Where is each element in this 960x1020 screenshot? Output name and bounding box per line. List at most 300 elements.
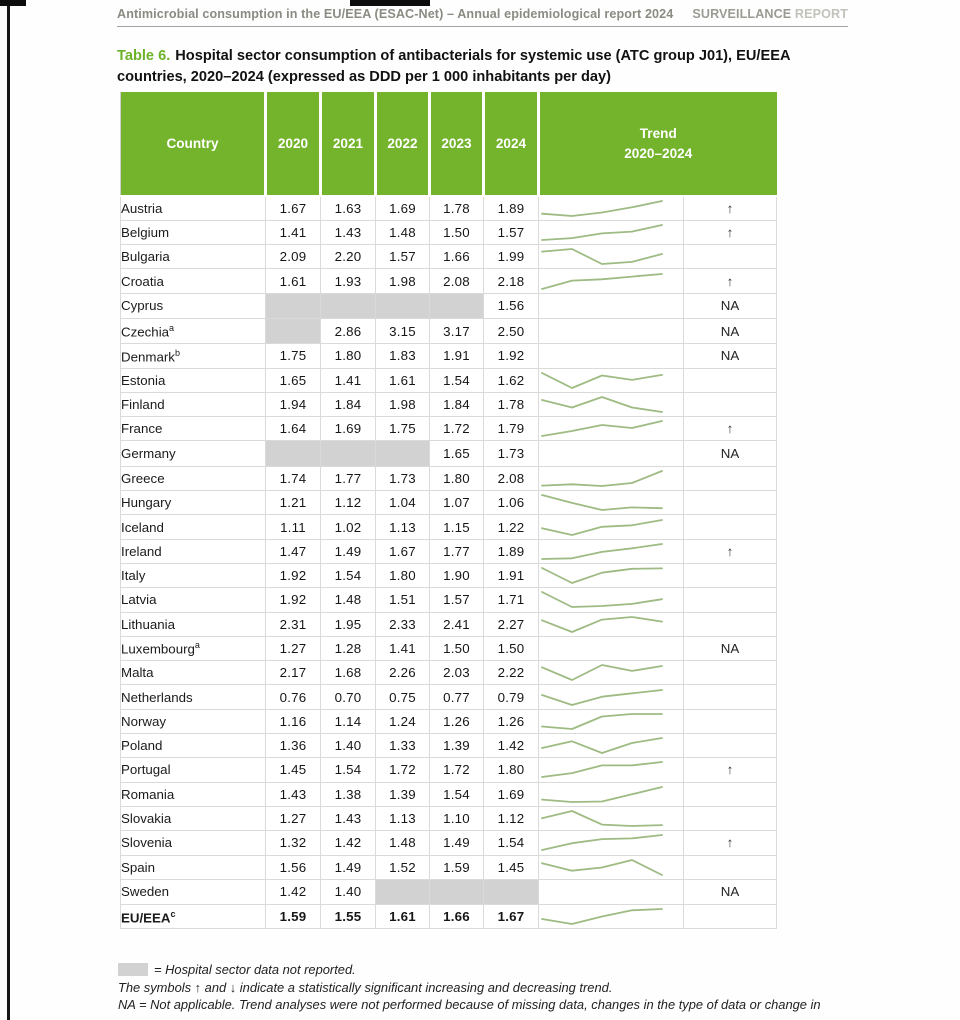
- value-cell: 2.17: [266, 661, 321, 685]
- value-cell: 2.50: [484, 318, 539, 343]
- value-cell: 1.80: [430, 466, 484, 490]
- trend-sparkline: [539, 832, 665, 853]
- sparkline-cell: [539, 782, 684, 806]
- table-row: [121, 220, 777, 244]
- table-row: [121, 392, 777, 416]
- value-cell: 1.73: [376, 466, 430, 490]
- country-cell: Belgium: [121, 220, 266, 244]
- col-header-year: 2021: [321, 92, 376, 196]
- not-reported-cell: [484, 880, 538, 904]
- value-cell: 1.98: [376, 392, 430, 416]
- table-row: [121, 879, 777, 904]
- value-cell: 1.40: [321, 879, 376, 904]
- sparkline-cell: [539, 539, 684, 563]
- sparkline-cell: [539, 588, 684, 612]
- value-cell: 1.43: [266, 782, 321, 806]
- value-cell: 1.42: [266, 879, 321, 904]
- trend-sparkline: [539, 662, 665, 683]
- value-cell: 1.49: [430, 831, 484, 855]
- table-row: [121, 417, 777, 441]
- value-cell: 1.15: [430, 515, 484, 539]
- table-header: [121, 92, 777, 196]
- value-cell: 1.68: [321, 661, 376, 685]
- country-cell: Greece: [121, 466, 266, 490]
- sparkline-cell: [539, 220, 684, 244]
- footnotes: [118, 961, 928, 1014]
- value-cell: 1.12: [484, 806, 539, 830]
- value-cell: 1.49: [321, 855, 376, 879]
- value-cell: 2.86: [321, 318, 376, 343]
- table-row: [121, 245, 777, 269]
- value-cell: 2.18: [484, 269, 539, 293]
- table-number-label: Table 6.: [117, 48, 171, 64]
- value-cell: 1.91: [430, 344, 484, 368]
- trend-cell: [684, 806, 777, 830]
- value-cell: 1.90: [430, 563, 484, 587]
- value-cell: 1.83: [376, 344, 430, 368]
- value-cell: 1.06: [484, 491, 539, 515]
- table-row: [121, 515, 777, 539]
- value-cell: 1.48: [376, 220, 430, 244]
- sparkline-cell: [539, 905, 684, 929]
- value-cell: 2.09: [266, 245, 321, 269]
- trend-cell: NA: [684, 879, 777, 904]
- trend-cell: NA: [684, 636, 777, 660]
- value-cell: 1.64: [266, 417, 321, 441]
- table-row: [121, 855, 777, 879]
- sparkline-cell: [539, 879, 684, 904]
- country-cell: Austria: [121, 196, 266, 220]
- not-reported-cell: [430, 294, 483, 318]
- table-row: [121, 612, 777, 636]
- not-reported-cell: [266, 294, 320, 318]
- trend-cell: ↑: [684, 831, 777, 855]
- page-edge-line: [7, 4, 10, 1020]
- country-cell: Portugal: [121, 758, 266, 782]
- value-cell: 3.17: [430, 318, 484, 343]
- sparkline-cell: [539, 636, 684, 660]
- consumption-table: [120, 92, 777, 929]
- value-cell: 1.40: [321, 734, 376, 758]
- value-cell: 1.56: [266, 855, 321, 879]
- value-cell: 2.26: [376, 661, 430, 685]
- value-cell: 1.55: [321, 905, 376, 929]
- table-row: [121, 563, 777, 587]
- value-cell: 1.41: [321, 368, 376, 392]
- value-cell: 1.92: [266, 588, 321, 612]
- trend-cell: [684, 855, 777, 879]
- value-cell: 1.42: [321, 831, 376, 855]
- country-cell: Romania: [121, 782, 266, 806]
- footnote-na: NA = Not applicable. Trend analyses were not performed because of missing data, changes in the type of data or change in: [118, 997, 821, 1013]
- trend-cell: [684, 588, 777, 612]
- value-cell: 1.10: [430, 806, 484, 830]
- footnote-not-reported: = Hospital sector data not reported.: [118, 961, 928, 979]
- value-cell: 1.67: [376, 539, 430, 563]
- value-cell: [376, 879, 430, 904]
- country-cell: Netherlands: [121, 685, 266, 709]
- country-cell: EU/EEA$^c$: [121, 905, 266, 929]
- value-cell: 1.71: [484, 588, 539, 612]
- trend-cell: [684, 709, 777, 733]
- footnote-marker: b: [174, 347, 180, 358]
- value-cell: 1.54: [321, 758, 376, 782]
- value-cell: 1.61: [376, 368, 430, 392]
- trend-sparkline: [539, 541, 665, 562]
- country-cell: Bulgaria: [121, 245, 266, 269]
- trend-cell: ↑: [684, 758, 777, 782]
- trend-sparkline: [539, 394, 665, 415]
- sparkline-cell: [539, 515, 684, 539]
- country-cell: Spain: [121, 855, 266, 879]
- table-row: [121, 344, 777, 368]
- value-cell: 1.11: [266, 515, 321, 539]
- trend-cell: [684, 905, 777, 929]
- value-cell: 1.59: [266, 905, 321, 929]
- sparkline-cell: [539, 344, 684, 368]
- trend-sparkline: [539, 711, 665, 732]
- value-cell: [321, 441, 376, 466]
- value-cell: 2.20: [321, 245, 376, 269]
- country-cell: Latvia: [121, 588, 266, 612]
- country-cell: Luxembourg$^a$: [121, 636, 266, 660]
- trend-sparkline: [539, 246, 665, 267]
- value-cell: 1.80: [484, 758, 539, 782]
- country-cell: Lithuania: [121, 612, 266, 636]
- value-cell: 2.41: [430, 612, 484, 636]
- value-cell: 1.73: [484, 441, 539, 466]
- country-cell: Iceland: [121, 515, 266, 539]
- not-reported-cell: [376, 294, 429, 318]
- table-title: [117, 46, 822, 88]
- trend-cell: NA: [684, 344, 777, 368]
- gray-swatch-icon: [118, 963, 148, 976]
- value-cell: 1.54: [484, 831, 539, 855]
- value-cell: [484, 879, 539, 904]
- value-cell: 0.76: [266, 685, 321, 709]
- col-header-year: 2023: [430, 92, 484, 196]
- sparkline-cell: [539, 491, 684, 515]
- value-cell: 1.77: [321, 466, 376, 490]
- trend-sparkline: [539, 198, 665, 219]
- not-reported-cell: [266, 441, 320, 465]
- value-cell: [266, 441, 321, 466]
- table-row: [121, 758, 777, 782]
- sparkline-cell: [539, 831, 684, 855]
- value-cell: 1.72: [376, 758, 430, 782]
- value-cell: 1.14: [321, 709, 376, 733]
- not-reported-cell: [266, 319, 320, 343]
- value-cell: 1.77: [430, 539, 484, 563]
- value-cell: 1.36: [266, 734, 321, 758]
- value-cell: 1.74: [266, 466, 321, 490]
- trend-cell: [684, 368, 777, 392]
- value-cell: 1.13: [376, 515, 430, 539]
- sparkline-cell: [539, 293, 684, 318]
- sparkline-cell: [539, 466, 684, 490]
- country-cell: Estonia: [121, 368, 266, 392]
- value-cell: 1.54: [430, 782, 484, 806]
- table-row: [121, 269, 777, 293]
- value-cell: 1.78: [430, 196, 484, 220]
- country-cell: Cyprus: [121, 293, 266, 318]
- value-cell: 1.65: [430, 441, 484, 466]
- value-cell: [266, 293, 321, 318]
- not-reported-cell: [376, 441, 429, 465]
- sparkline-cell: [539, 734, 684, 758]
- sparkline-cell: [539, 709, 684, 733]
- value-cell: 0.79: [484, 685, 539, 709]
- value-cell: 1.52: [376, 855, 430, 879]
- total-row: [121, 905, 777, 929]
- table-row: [121, 661, 777, 685]
- trend-cell: [684, 515, 777, 539]
- value-cell: 1.27: [266, 806, 321, 830]
- sparkline-cell: [539, 612, 684, 636]
- footnote-symbols: The symbols ↑ and ↓ indicate a statistically significant increasing and decreasing trend.: [118, 979, 613, 995]
- col-header-year: 2024: [484, 92, 539, 196]
- trend-sparkline: [539, 370, 665, 391]
- country-cell: Poland: [121, 734, 266, 758]
- footnote-marker: a: [194, 640, 200, 651]
- value-cell: 1.42: [484, 734, 539, 758]
- value-cell: 1.92: [484, 344, 539, 368]
- value-cell: 1.75: [266, 344, 321, 368]
- col-header-trend: [539, 92, 777, 196]
- value-cell: 1.66: [430, 905, 484, 929]
- value-cell: 1.91: [484, 563, 539, 587]
- table-row: [121, 636, 777, 660]
- country-cell: Italy: [121, 563, 266, 587]
- trend-cell: [684, 392, 777, 416]
- value-cell: 1.43: [321, 806, 376, 830]
- table-row: [121, 539, 777, 563]
- trend-sparkline: [539, 468, 665, 489]
- value-cell: 1.84: [321, 392, 376, 416]
- trend-sparkline: [539, 418, 665, 439]
- value-cell: 1.57: [484, 220, 539, 244]
- value-cell: 1.21: [266, 491, 321, 515]
- table-row: [121, 782, 777, 806]
- country-cell: Finland: [121, 392, 266, 416]
- trend-cell: [684, 782, 777, 806]
- value-cell: 1.67: [484, 905, 539, 929]
- trend-cell: [684, 734, 777, 758]
- country-cell: Slovenia: [121, 831, 266, 855]
- value-cell: 2.08: [430, 269, 484, 293]
- trend-cell: ↑: [684, 196, 777, 220]
- value-cell: 1.99: [484, 245, 539, 269]
- table-row: [121, 441, 777, 466]
- value-cell: 1.45: [484, 855, 539, 879]
- not-reported-cell: [321, 441, 375, 465]
- value-cell: 1.75: [376, 417, 430, 441]
- country-cell: Sweden: [121, 879, 266, 904]
- value-cell: 1.41: [266, 220, 321, 244]
- value-cell: 1.67: [266, 196, 321, 220]
- table-row: [121, 368, 777, 392]
- trend-sparkline: [539, 687, 665, 708]
- value-cell: 1.92: [266, 563, 321, 587]
- table-row: [121, 806, 777, 830]
- value-cell: 1.50: [430, 220, 484, 244]
- table-row: [121, 734, 777, 758]
- country-cell: Croatia: [121, 269, 266, 293]
- value-cell: 1.63: [321, 196, 376, 220]
- value-cell: 1.80: [376, 563, 430, 587]
- value-cell: [321, 293, 376, 318]
- table-body: [121, 196, 777, 929]
- country-cell: Germany: [121, 441, 266, 466]
- col-header-country: Country: [121, 92, 266, 196]
- country-cell: Hungary: [121, 491, 266, 515]
- col-header-year: 2020: [266, 92, 321, 196]
- country-cell: Czechia$^a$: [121, 318, 266, 343]
- trend-header-line1: Trend: [639, 126, 677, 142]
- value-cell: 3.15: [376, 318, 430, 343]
- value-cell: 1.38: [321, 782, 376, 806]
- value-cell: 0.77: [430, 685, 484, 709]
- value-cell: [376, 441, 430, 466]
- value-cell: 1.33: [376, 734, 430, 758]
- trend-sparkline: [539, 857, 665, 878]
- value-cell: 1.61: [266, 269, 321, 293]
- running-header: [117, 7, 848, 27]
- footnote-marker: c: [170, 908, 176, 919]
- value-cell: 1.16: [266, 709, 321, 733]
- trend-cell: NA: [684, 318, 777, 343]
- trend-sparkline: [539, 808, 665, 829]
- country-cell: Slovakia: [121, 806, 266, 830]
- trend-cell: [684, 563, 777, 587]
- value-cell: 1.43: [321, 220, 376, 244]
- trend-cell: [684, 245, 777, 269]
- trend-sparkline: [539, 222, 665, 243]
- report-type-label: SURVEILLANCE REPORT: [692, 7, 848, 21]
- value-cell: 1.56: [484, 293, 539, 318]
- trend-sparkline: [539, 271, 665, 292]
- value-cell: [266, 318, 321, 343]
- country-cell: Malta: [121, 661, 266, 685]
- trend-sparkline: [539, 906, 665, 927]
- sparkline-cell: [539, 685, 684, 709]
- trend-header-line2: 2020–2024: [624, 145, 693, 161]
- value-cell: 1.07: [430, 491, 484, 515]
- value-cell: 1.12: [321, 491, 376, 515]
- country-cell: Ireland: [121, 539, 266, 563]
- trend-cell: [684, 491, 777, 515]
- value-cell: 1.39: [430, 734, 484, 758]
- value-cell: 2.03: [430, 661, 484, 685]
- value-cell: 1.84: [430, 392, 484, 416]
- value-cell: 1.94: [266, 392, 321, 416]
- sparkline-cell: [539, 855, 684, 879]
- trend-sparkline: [539, 492, 665, 513]
- trend-cell: NA: [684, 441, 777, 466]
- col-header-year: 2022: [376, 92, 430, 196]
- value-cell: 1.72: [430, 758, 484, 782]
- value-cell: 2.08: [484, 466, 539, 490]
- value-cell: 1.98: [376, 269, 430, 293]
- trend-cell: [684, 612, 777, 636]
- not-reported-cell: [376, 880, 429, 904]
- not-reported-cell: [321, 294, 375, 318]
- value-cell: 1.04: [376, 491, 430, 515]
- value-cell: 1.95: [321, 612, 376, 636]
- footnote-marker: a: [169, 322, 175, 333]
- value-cell: 1.66: [430, 245, 484, 269]
- value-cell: 1.93: [321, 269, 376, 293]
- trend-cell: ↑: [684, 220, 777, 244]
- trend-cell: ↑: [684, 539, 777, 563]
- value-cell: 0.70: [321, 685, 376, 709]
- trend-sparkline: [539, 589, 665, 610]
- table-row: [121, 685, 777, 709]
- trend-sparkline: [539, 565, 665, 586]
- trend-sparkline: [539, 759, 665, 780]
- sparkline-cell: [539, 196, 684, 220]
- value-cell: 1.72: [430, 417, 484, 441]
- value-cell: 1.02: [321, 515, 376, 539]
- value-cell: 1.69: [376, 196, 430, 220]
- value-cell: 1.89: [484, 196, 539, 220]
- sparkline-cell: [539, 417, 684, 441]
- value-cell: 1.78: [484, 392, 539, 416]
- table-row: [121, 831, 777, 855]
- value-cell: 1.50: [484, 636, 539, 660]
- value-cell: 1.80: [321, 344, 376, 368]
- value-cell: 1.61: [376, 905, 430, 929]
- sparkline-cell: [539, 806, 684, 830]
- header-row: [121, 92, 777, 196]
- value-cell: 1.27: [266, 636, 321, 660]
- value-cell: 1.24: [376, 709, 430, 733]
- value-cell: 1.28: [321, 636, 376, 660]
- value-cell: 1.49: [321, 539, 376, 563]
- value-cell: 1.48: [376, 831, 430, 855]
- table-row: [121, 466, 777, 490]
- value-cell: 1.26: [484, 709, 539, 733]
- value-cell: 1.51: [376, 588, 430, 612]
- value-cell: 0.75: [376, 685, 430, 709]
- table-caption: Hospital sector consumption of antibacterials for systemic use (ATC group J01), EU/EEA countries, 2020–2024 (expressed as DDD per 1 000 inhabitants per day): [117, 48, 790, 86]
- sparkline-cell: [539, 392, 684, 416]
- country-cell: Denmark$^b$: [121, 344, 266, 368]
- table-row: [121, 293, 777, 318]
- value-cell: 1.48: [321, 588, 376, 612]
- not-reported-cell: [430, 880, 483, 904]
- value-cell: 1.41: [376, 636, 430, 660]
- value-cell: 1.62: [484, 368, 539, 392]
- value-cell: 1.45: [266, 758, 321, 782]
- scan-artifact: [0, 0, 26, 6]
- value-cell: 1.13: [376, 806, 430, 830]
- value-cell: 1.59: [430, 855, 484, 879]
- table-row: [121, 318, 777, 343]
- sparkline-cell: [539, 318, 684, 343]
- value-cell: 1.65: [266, 368, 321, 392]
- sparkline-cell: [539, 269, 684, 293]
- value-cell: 2.31: [266, 612, 321, 636]
- table-row: [121, 588, 777, 612]
- table-row: [121, 196, 777, 220]
- value-cell: 2.33: [376, 612, 430, 636]
- value-cell: 1.79: [484, 417, 539, 441]
- trend-sparkline: [539, 614, 665, 635]
- trend-cell: [684, 466, 777, 490]
- value-cell: 1.39: [376, 782, 430, 806]
- value-cell: [376, 293, 430, 318]
